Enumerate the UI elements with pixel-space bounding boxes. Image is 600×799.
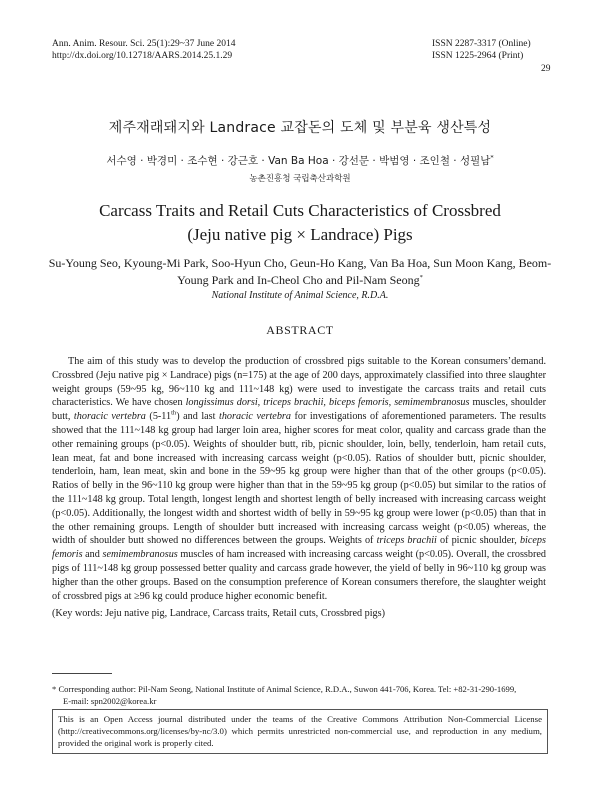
page-number: 29 [541,64,551,74]
abstract-body [52,355,546,603]
english-author-list: Su-Young Seo, Kyoung-Mi Park, Soo-Hyun Cho, Geun-Ho Kang, Van Ba Hoa, Sun Moon Kang, Beom-Young Park and In-Cheol Cho and Pil-Nam Seong [48,256,552,287]
footnote-divider [52,673,112,674]
korean-author-list: 서수영 · 박경미 · 조수현 · 강근호 · Van Ba Hoa · 강선문 · 박범영 · 조인철 · 성필남 [106,155,491,167]
english-affiliation: National Institute of Animal Science, R.D.A. [211,290,389,301]
abstract-text: of picnic shoulder, [436,535,520,547]
muscle-names: thoracic vertebra [219,411,291,423]
muscle-names: semimembranosus [102,549,178,561]
corresponding-mark: * [490,153,494,162]
journal-citation: Ann. Anim. Resour. Sci. 25(1):29~37 June 2014 [52,39,236,49]
journal-header-left [52,38,236,62]
abstract-text: (5-11 [145,411,172,423]
corresponding-author-footnote [52,684,548,707]
keywords: (Key words: Jeju native pig, Landrace, Carcass traits, Retail cuts, Crossbred pigs) [52,608,385,619]
korean-title: 제주재래돼지와 Landrace 교잡돈의 도체 및 부분육 생산특성 [108,120,492,136]
license-box: This is an Open Access journal distributed under the teams of the Creative Commons Attribution Non-Commercial License (http://creativecommons.org/licenses/by-nc/3.0) which permits unrestricted non-commercial use, and reproduction in any medium, provided the original work is properly cited. [52,709,548,754]
abstract-text: The aim of this study was to develop the production of crossbred pigs suitable to the Korean consumers’demand. Crossbred (Jeju native pig × Landrace) pigs (n=175) at the age of 200 days, approximately classified into three slaughter weight groups (59~95 kg, 96~110 kg and 111~148 kg) were used to investigate the carcass traits and retail cuts characteristics. We have chosen [52,356,546,409]
journal-header-right [432,38,531,62]
footnote-line1: * Corresponding author: Pil-Nam Seong, National Institute of Animal Science, R.D.A., Suwon 441-706, Korea. Tel: +82-31-290-1699, [52,684,517,694]
abstract-text: muscles of ham increased with increasing carcass weight (p<0.05). Overall, the crossbred pigs of 111~148 kg group possessed better quality and carcass grade however, the yield of belly in 96~110 kg group was higher than the other groups. Based on the consumption preference of Korean consumers therefore, the slaughter weight of crossbred pigs at ≥96 kg could produce higher economic benefit. [52,549,546,602]
muscle-names: longissimus dorsi, triceps brachii, biceps femoris, semimembranosus [185,397,470,409]
abstract-text: ) and last [176,411,219,423]
abstract-text: and [82,549,103,561]
muscle-names: triceps brachii [376,535,437,547]
abstract-text: for investigations of aforementioned parameters. The results showed that the 111~148 kg group had larger loin area, higher scores for meat color, quality and carcass grade than the other remaining groups (p<0.05). Weights of shoulder butt, rib, picnic shoulder, loin, belly, tenderloin, ham retail cuts, lean meat, fat and bone increased with increasing carcass weight (p<0.05). Ratios of shoulder butt, picnic shoulder, tenderloin, ham, lean meat, skin and bone in the 59~95 kg group were higher than that of the other groups (p<0.05). Ratios of belly in the 96~110 kg group were higher than that in the 59~95 kg group (p<0.05) but similar to the ratios of the 111~148 kg group. Total length, longest length and shortest length of belly increased with increasing carcass weight (p<0.05). Additionally, the longest width and shortest width of belly in 59~95 kg group were lower (p<0.05) than that in the other remaining groups. Length of shoulder butt increased with increasing carcass weight (p<0.05) whereas, the width of shoulder butt showed no differences between the groups. Weights of [52,411,546,547]
issn-online: ISSN 2287-3317 (Online) [432,39,531,49]
muscle-names: thoracic vertebra [73,411,146,423]
doi-link[interactable]: http://dx.doi.org/10.12718/AARS.2014.25.1.29 [52,51,233,61]
abstract-text: muscles, shoulder butt, [52,397,546,423]
korean-affiliation: 농촌진흥청 국립축산과학원 [249,174,351,184]
korean-authors [0,153,600,168]
english-authors [40,255,560,289]
footnote-email[interactable]: E-mail: spn2002@korea.kr [63,695,157,706]
english-title-line2: (Jeju native pig × Landrace) Pigs [187,225,413,244]
muscle-names: biceps femoris [52,535,546,561]
english-title-line1: Carcass Traits and Retail Cuts Characteristics of Crossbred [99,201,501,220]
abstract-paragraph [52,355,546,603]
ordinal-suffix: th [171,409,177,417]
issn-print: ISSN 1225-2964 (Print) [432,51,524,61]
corresponding-mark: * [419,274,423,281]
english-title [0,199,600,247]
abstract-heading: ABSTRACT [266,323,334,337]
